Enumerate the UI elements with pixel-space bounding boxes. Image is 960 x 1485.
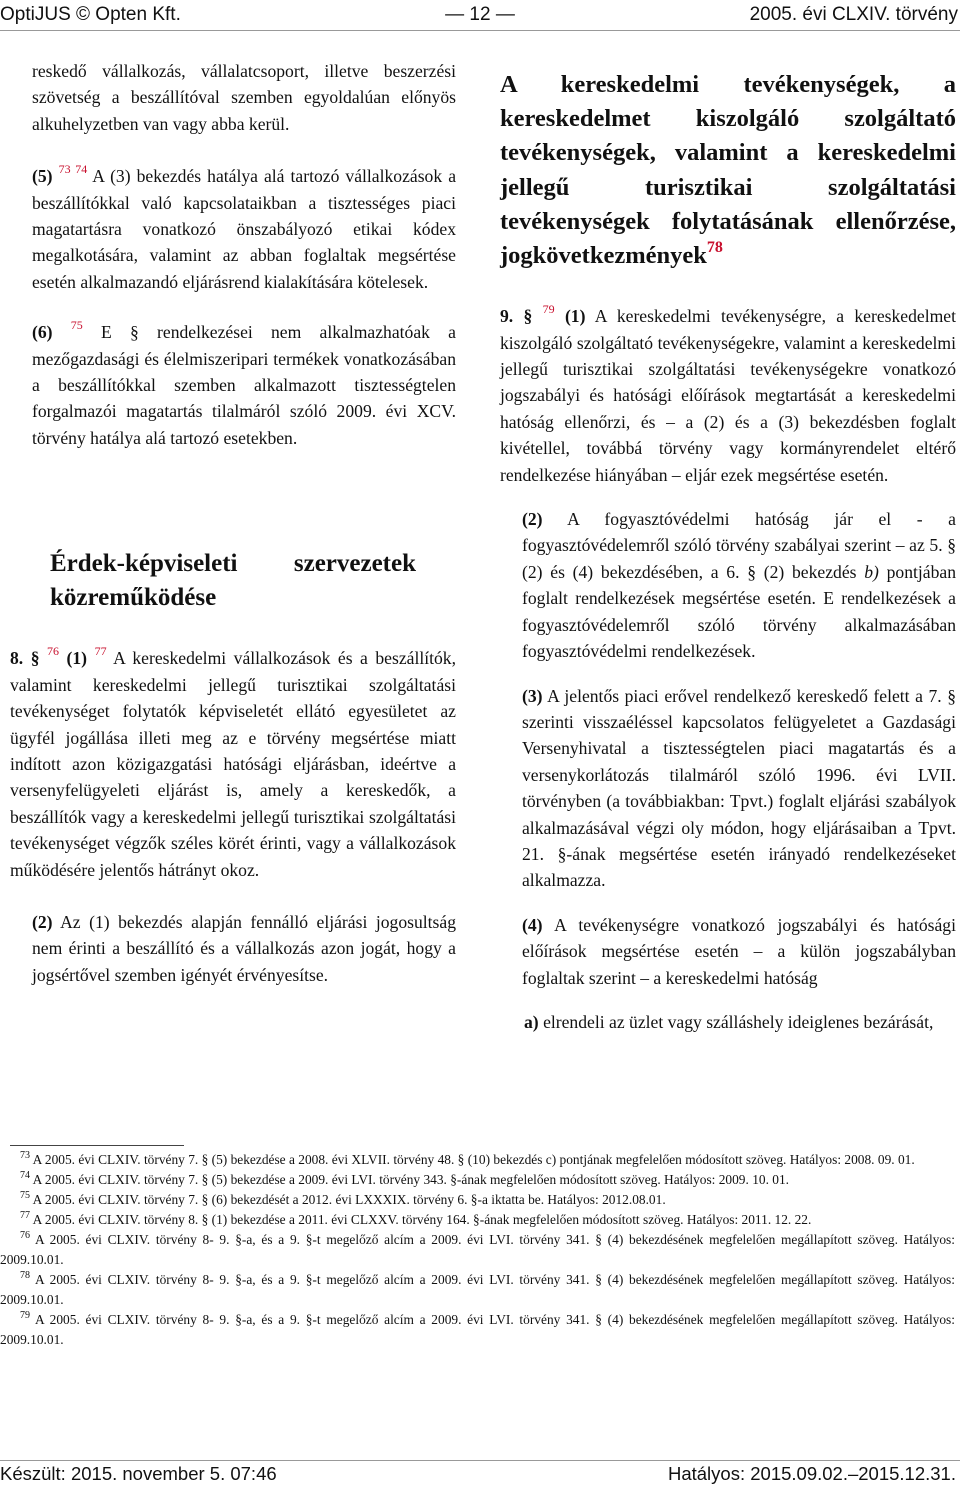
- header-divider: [0, 30, 960, 31]
- point-text: elrendeli az üzlet vagy szálláshely ideiglenes bezárását,: [543, 1011, 934, 1032]
- footnote-divider: [10, 1145, 184, 1146]
- paragraph-text: A kereskedelmi tevékenységre, a kereskedelmet kiszolgáló szolgáltató tevékenységekre, valamint a kereskedelmi jellegű turisztikai szolgáltatási tevékenységekre vonatkozó jogszabályi és hatósági előírások megtartását a kereskedelmi hatóság ellenőrzi, és – a (2) és a (3) bekezdésben foglalt kivétellel, továbbá törvény vagy kormányrendelet eltérő rendelkezése hiányában – eljár ezek megsértése esetén.: [500, 306, 956, 485]
- chapter-heading: [500, 68, 956, 273]
- section-9: [500, 303, 956, 488]
- header-publisher: OptiJUS © Opten Kft.: [0, 4, 181, 25]
- footnote-text: A 2005. évi CLXIV. törvény 8. § (1) bekezdése a 2011. évi CLXXV. törvény 164. §-ának megfelelően módosított szöveg. Hatályos: 2011. 12. 22.: [32, 1212, 812, 1227]
- footnote-number: 79: [20, 1309, 30, 1321]
- header-law-title: 2005. évi CLXIV. törvény: [749, 4, 958, 25]
- paragraph-number: (4): [522, 914, 543, 935]
- paragraph-text: Az (1) bekezdés alapján fennálló eljárási jogosultság nem érinti a beszállító és a vállalkozás azon jogát, hogy a jogsértővel szemben igényét érvényesítse.: [32, 911, 456, 985]
- page-footer: [0, 1463, 960, 1483]
- section-8: [10, 645, 456, 883]
- paragraph-5: [10, 163, 456, 295]
- footnote-ref[interactable]: 79: [542, 302, 555, 317]
- footnote-number: 78: [20, 1269, 30, 1281]
- paragraph-number: (3): [522, 685, 543, 706]
- footnote-ref[interactable]: 76: [47, 644, 60, 659]
- section-9-paragraph-3: [500, 683, 956, 894]
- section-8-paragraph-2: [10, 909, 456, 988]
- section-number: 9. §: [500, 306, 533, 327]
- footnote-text: A 2005. évi CLXIV. törvény 7. § (5) bekezdése a 2008. évi XLVII. törvény 48. § (10) bekezdés c) pontjának megfelelően módosított szöveg. Hatályos: 2008. 09. 01.: [32, 1152, 915, 1167]
- footer-created: Készült: 2015. november 5. 07:46: [0, 1463, 277, 1484]
- point-a: [500, 1009, 956, 1035]
- footnote: [0, 1310, 955, 1350]
- paragraph-text: A (3) bekezdés hatálya alá tartozó vállalkozások a beszállítókkal való kapcsolataikban a tisztességes piaci magatartásra vonatkozó önszabályozó etikai kódex megalkotására, valamint az abban foglaltak megsértése esetén alkalmazandó eljárásrend kialakítására kötelesek.: [32, 166, 457, 292]
- footnote-number: 74: [20, 1169, 30, 1181]
- section-9-paragraph-2: [500, 506, 956, 664]
- paragraph-text: E § rendelkezései nem alkalmazhatóak a mezőgazdasági és élelmiszeripari termékek vonatkozásában a beszállítókkal szemben alkalmazott tisztességtelen forgalmazói magatartás tilalmáról szóló 2009. évi XCV. törvény hatálya alá tartozó esetekben.: [32, 322, 456, 448]
- footer-effective: Hatályos: 2015.09.02.–2015.12.31.: [667, 1463, 956, 1484]
- footnote-number: 75: [20, 1189, 30, 1201]
- footnote-text: A 2005. évi CLXIV. törvény 7. § (5) bekezdése a 2009. évi LVI. törvény 343. §-ának megfelelően módosított szöveg. Hatályos: 2009. 10. 01.: [32, 1172, 790, 1187]
- paragraph-text: A fogyasztóvédelmi hatóság jár el - a fogyasztóvédelemről szóló törvény szabályai szerint – az 5. § (2) és (4) bekezdésében, a 6. § (2) bekezdés: [522, 509, 956, 582]
- paragraph-text: A kereskedelmi vállalkozások és a beszállítók, valamint kereskedelmi jellegű turisztikai szolgáltatási tevékenységet folytatók képviseletét ellátó egyesületet az ügyfél jogállása illeti meg az e törvény megsértése miatt indított azon közigazgatási hatósági eljárásban, ideértve a versenyfelügyeleti eljárást is, amely a kereskedők, a beszállítók vagy a kereskedelmi jellegű turisztikai szolgáltatási tevékenységet végzők széles körét érinti, vagy a vállalkozások működésére jelentős hátrányt okoz.: [10, 648, 456, 880]
- paragraph-number: (1): [564, 306, 586, 327]
- section-number: 8. §: [10, 648, 40, 669]
- paragraph-number: (2): [522, 509, 543, 530]
- left-column: [10, 58, 456, 988]
- footnote: [0, 1270, 955, 1310]
- footnote-text: A 2005. évi CLXIV. törvény 8- 9. §-a, és a 9. §-t megelőző alcím a 2009. évi LVI. törvény 341. § (4) bekezdésének megfelelően megállapított szöveg. Hatályos: 2009.10.01.: [0, 1312, 955, 1347]
- footnote-text: A 2005. évi CLXIV. törvény 8- 9. §-a, és a 9. §-t megelőző alcím a 2009. évi LVI. törvény 341. § (4) bekezdésének megfelelően megállapított szöveg. Hatályos: 2009.10.01.: [0, 1232, 955, 1267]
- paragraph-6: [10, 319, 456, 451]
- paragraph-text: A jelentős piaci erővel rendelkező kereskedő felett a 7. § szerinti visszaéléssel kapcsolatos felügyeletet a Gazdasági Versenyhivatal a tisztességtelen piaci magatartás és a versenykorlátozás tilalmáról szóló 1996. évi LVII. törvényben (a továbbiakban: Tpvt.) foglalt eljárási szabályok alkalmazásával végzi oly módon, hogy eljárásaiban a Tpvt. 21. §-ának megsértése esetén irányadó rendelkezéseket alkalmazza.: [522, 685, 956, 891]
- paragraph-text: A tevékenységre vonatkozó jogszabályi és hatósági előírások megsértése esetén – a külön jogszabályban foglaltak szerint – a kereskedelmi hatóság: [522, 914, 956, 988]
- footnote-ref[interactable]: 73 74: [58, 162, 88, 177]
- footnote: [0, 1170, 955, 1190]
- right-column: [500, 58, 956, 1035]
- page-number: — 12 —: [445, 4, 515, 25]
- point-reference: b): [864, 561, 879, 582]
- footnote-number: 76: [20, 1229, 30, 1241]
- paragraph-text-cont: pontjában foglalt rendelkezések megsértése esetén. E rendelkezések a fogyasztóvédelemről szóló törvény alkalmazásában fogyasztóvédelmi rendelkezések.: [522, 561, 956, 662]
- paragraph-number: (2): [32, 911, 53, 932]
- footnote: [0, 1230, 955, 1270]
- footnote-ref[interactable]: 78: [706, 238, 723, 256]
- paragraph-number: (1): [66, 648, 88, 669]
- paragraph-number: (6): [32, 322, 53, 343]
- footnote: [0, 1150, 955, 1170]
- footnote-text: A 2005. évi CLXIV. törvény 7. § (6) bekezdését a 2012. évi LXXXIX. törvény 6. §-a iktatta be. Hatályos: 2012.08.01.: [32, 1192, 666, 1207]
- footnote-number: 77: [20, 1209, 30, 1221]
- footnote: [0, 1190, 955, 1210]
- chapter-heading-text: A kereskedelmi tevékenységek, a kereskedelmet kiszolgáló szolgáltató tevékenységek, valamint a kereskedelmi jellegű turisztikai szolgáltatási tevékenységek folytatásának ellenőrzése, jogkövetkezmények: [500, 71, 956, 270]
- section-heading: Érdek-képviseleti szervezetek közreműködése: [50, 550, 416, 612]
- footnote: [0, 1210, 955, 1230]
- page-header: [0, 2, 960, 30]
- intro-paragraph: reskedő vállalkozás, vállalatcsoport, illetve beszerzési szövetség a beszállítóval szemben egyoldalúan előnyös alkuhelyzetben van vagy abba kerül.: [32, 61, 456, 134]
- paragraph-number: (5): [32, 166, 53, 187]
- footnote-text: A 2005. évi CLXIV. törvény 8- 9. §-a, és a 9. §-t megelőző alcím a 2009. évi LVI. törvény 341. § (4) bekezdésének megfelelően megállapított szöveg. Hatályos: 2009.10.01.: [0, 1272, 955, 1307]
- section-9-paragraph-4: [500, 912, 956, 991]
- footnote-number: 73: [20, 1149, 30, 1161]
- footnote-ref[interactable]: 77: [94, 644, 107, 659]
- footnote-ref[interactable]: 75: [70, 318, 83, 333]
- footnotes: [0, 1150, 955, 1350]
- point-label: a): [524, 1011, 539, 1032]
- footer-divider: [0, 1460, 960, 1461]
